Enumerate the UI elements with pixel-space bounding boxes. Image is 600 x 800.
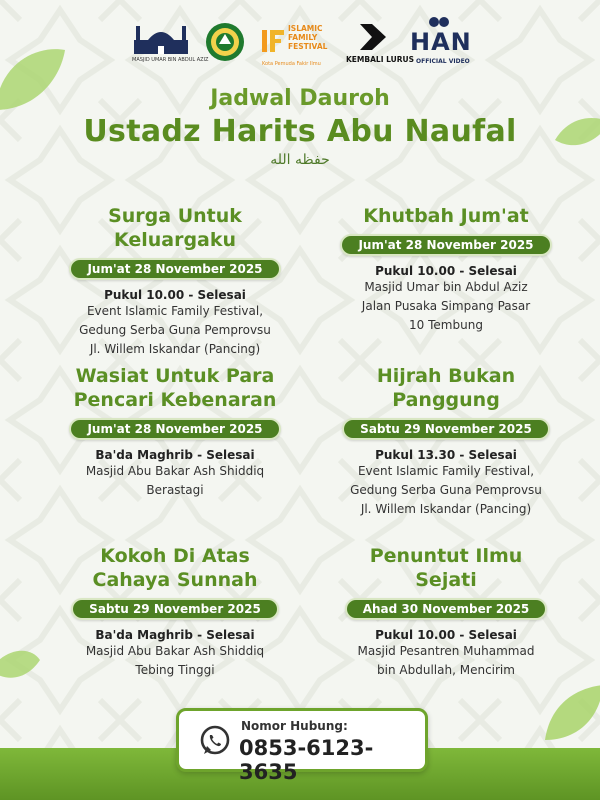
- masjid-logo: [132, 20, 209, 64]
- session-time: Ba'da Maghrib - Selesai: [95, 628, 255, 642]
- masjid-logo-label: MASJID UMAR BIN ABDUL AZIZ: [132, 57, 209, 63]
- mosque-icon: [132, 20, 190, 56]
- session-venue-line: 10 Tembung: [409, 318, 483, 332]
- session-title-line-2: Panggung: [392, 389, 500, 411]
- han-logo-label: HAN: [410, 28, 472, 56]
- schedule-title: Jadwal Dauroh: [210, 86, 390, 111]
- organization-seal-logo: [205, 22, 245, 62]
- session-venue-line: Gedung Serba Guna Pemprovsu: [79, 323, 271, 337]
- logo-bar: [0, 14, 600, 72]
- session-venue-line: Event Islamic Family Festival,: [86, 304, 264, 318]
- session-title-line-1: Kokoh Di Atas: [100, 545, 250, 567]
- contact-label: Nomor Hubung:: [241, 719, 348, 733]
- session-time: Ba'da Maghrib - Selesai: [95, 448, 255, 462]
- honorific-arabic: حفظه الله: [270, 152, 330, 168]
- session-card-4: [316, 364, 576, 519]
- session-card-2: [316, 204, 576, 335]
- session-title-line-1: Penuntut Ilmu: [369, 545, 523, 567]
- session-date-badge: Jum'at 28 November 2025: [340, 234, 551, 256]
- session-title-line-2: Sejati: [415, 569, 477, 591]
- session-card-6: [316, 544, 576, 680]
- session-time: Pukul 10.00 - Selesai: [375, 628, 517, 642]
- leaf-left-bottom: [0, 640, 50, 690]
- session-date-badge: Jum'at 28 November 2025: [69, 258, 280, 280]
- han-official-video-logo: [408, 16, 470, 68]
- session-venue-line: Masjid Abu Bakar Ash Shiddiq: [85, 644, 265, 658]
- session-venue-line: Jalan Pusaka Simpang Pasar: [361, 299, 531, 313]
- session-card-1: [45, 204, 305, 359]
- session-title-line-2: Pencari Kebenaran: [73, 389, 277, 411]
- session-title-line-1: Wasiat Untuk Para: [75, 365, 275, 387]
- session-venue-line: Masjid Umar bin Abdul Aziz: [364, 280, 528, 294]
- session-date-badge: Sabtu 29 November 2025: [71, 598, 279, 620]
- session-venue-line: Gedung Serba Guna Pemprovsu: [350, 483, 542, 497]
- session-time: Pukul 13.30 - Selesai: [375, 448, 517, 462]
- islamic-family-festival-logo: [262, 22, 334, 68]
- session-card-5: [45, 544, 305, 680]
- whatsapp-icon: [199, 725, 231, 757]
- islamic-family-festival-label: ISLAMIC FAMILY FESTIVAL: [288, 24, 328, 51]
- session-venue-line: Masjid Pesantren Muhammad: [357, 644, 535, 658]
- session-card-3: [45, 364, 305, 500]
- session-venue-line: Tebing Tinggi: [135, 663, 215, 677]
- session-venue-line: Berastagi: [146, 483, 204, 497]
- session-date-badge: Ahad 30 November 2025: [345, 598, 548, 620]
- session-date-badge: Jum'at 28 November 2025: [69, 418, 280, 440]
- session-title: Surga Untuk Keluargaku: [108, 205, 242, 251]
- session-title: Khutbah Jum'at: [363, 205, 529, 227]
- speaker-name: Ustadz Harits Abu Naufal: [83, 114, 517, 149]
- session-title-line-1: Hijrah Bukan: [376, 365, 516, 387]
- session-venue-line: Jl. Willem Iskandar (Pancing): [360, 502, 532, 516]
- session-title-line-2: Cahaya Sunnah: [92, 569, 258, 591]
- chevron-right-icon: [358, 22, 388, 52]
- session-venue-line: bin Abdullah, Mencirim: [377, 663, 515, 677]
- festival-tagline: Kota Pemuda Fakir Ilmu: [262, 61, 321, 67]
- session-time: Pukul 10.00 - Selesai: [104, 288, 246, 302]
- leaf-bottom-right: [535, 680, 600, 750]
- contact-phone-number[interactable]: 0853-6123-3635: [239, 736, 374, 784]
- session-venue-line: Event Islamic Family Festival,: [357, 464, 535, 478]
- session-date-badge: Sabtu 29 November 2025: [342, 418, 550, 440]
- contact-box[interactable]: [176, 708, 428, 784]
- session-venue-line: Jl. Willem Iskandar (Pancing): [89, 342, 261, 356]
- session-time: Pukul 10.00 - Selesai: [375, 264, 517, 278]
- kembali-lurus-logo: [346, 22, 414, 68]
- han-logo-tagline: OFFICIAL VIDEO: [416, 58, 470, 65]
- kembali-lurus-label: KEMBALI LURUS: [346, 55, 414, 64]
- session-venue-line: Masjid Abu Bakar Ash Shiddiq: [85, 464, 265, 478]
